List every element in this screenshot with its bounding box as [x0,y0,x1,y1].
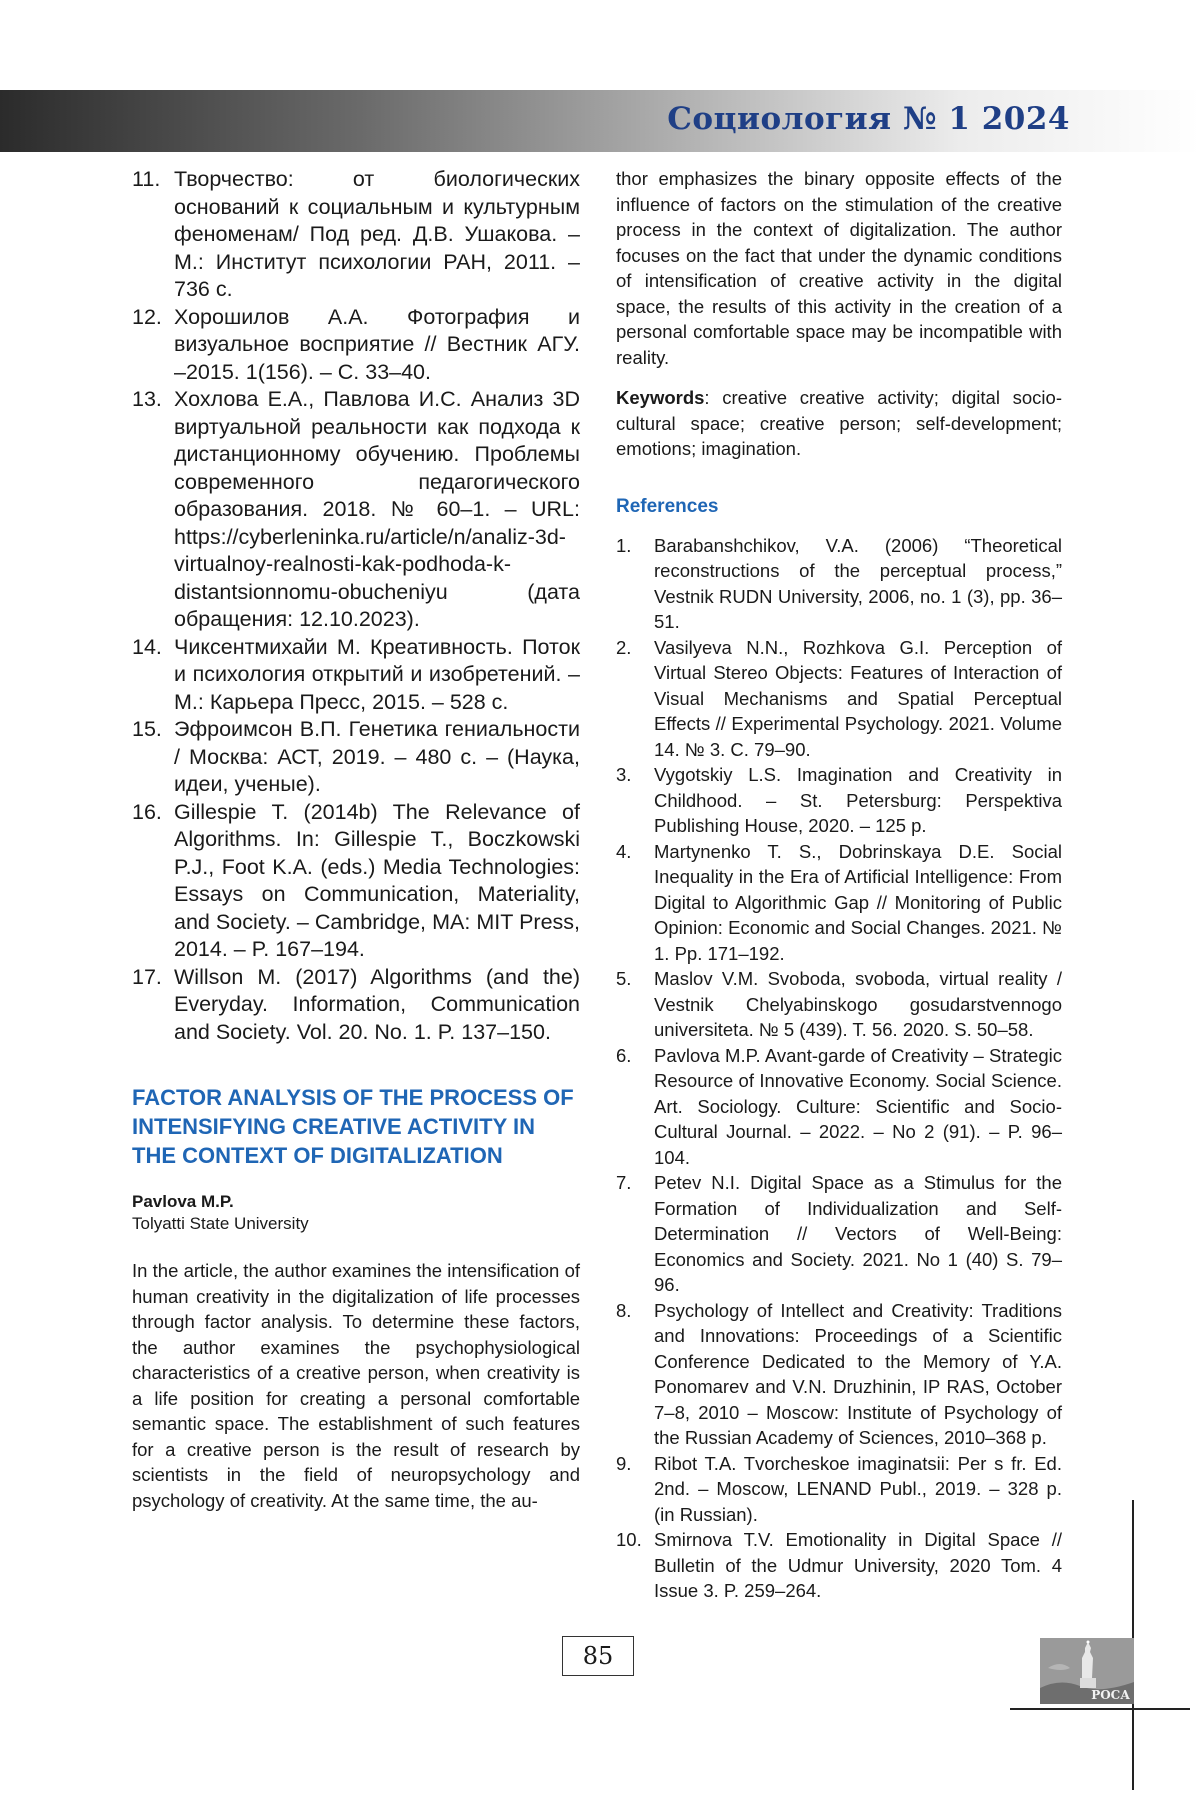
corner-rule-horizontal [1010,1708,1190,1710]
keywords-label: Keywords [616,387,704,408]
author-name: Pavlova M.P. [132,1191,580,1213]
reference-number: 17. [132,964,162,992]
reference-item [132,964,580,1047]
logo-text: РОСА [1091,1688,1130,1702]
reference-item [132,386,580,634]
reference-item [616,966,1062,1043]
reference-number: 12. [132,304,162,332]
keywords [616,385,1062,462]
reference-text: Barabanshchikov, V.A. (2006) “Theoretical reconstructions of the perceptual process,” Vestnik RUDN University, 2006, no. 1 (3), pp. 36–51. [654,533,1062,635]
reference-number: 3. [616,762,631,788]
reference-item [616,1527,1062,1604]
reference-text: Хохлова Е.А., Павлова И.С. Анализ 3D виртуальной реальности как подхода к дистанционному обучению. Проблемы современного педагогического образования. 2018. № 60–1. – URL: https://cyberleninka.ru/article/n/analiz-3d-virtualnoy-realnosti-kak-podhoda-k-distantsionnomu-obucheniyu (дата обращения: 12.10.2023). [174,386,580,634]
russian-reference-list [132,166,580,1046]
reference-text: Vygotskiy L.S. Imagination and Creativity in Childhood. – St. Petersburg: Perspektiva Publishing House, 2020. – 125 p. [654,762,1062,839]
reference-text: Petev N.I. Digital Space as a Stimulus for the Formation of Individualization and Self-Determination // Vectors of Well-Being: Economics and Society. 2021. No 1 (40) S. 79–96. [654,1170,1062,1298]
reference-number: 13. [132,386,162,414]
reference-item [616,1043,1062,1171]
reference-text: Vasilyeva N.N., Rozhkova G.I. Perception of Virtual Stereo Objects: Features of Interaction of Visual Mechanisms and Spatial Perceptual Effects // Experimental Psychology. 2021. Volume 14. № 3. C. 79–90. [654,635,1062,763]
journal-logo [1040,1638,1134,1704]
reference-text: Psychology of Intellect and Creativity: Traditions and Innovations: Proceedings of a Scientific Conference Dedicated to the Memory of Y.A. Ponomarev and V.N. Druzhinin, IP RAS, October 7–8, 2010 – Moscow: Institute of Psychology of the Russian Academy of Sciences, 2010–368 p. [654,1298,1062,1451]
reference-text: Martynenko T. S., Dobrinskaya D.E. Social Inequality in the Era of Artificial Intelligence: From Digital to Algorithmic Gap // Monitoring of Public Opinion: Economic and Social Changes. 2021. № 1. Pp. 171–192. [654,839,1062,967]
reference-item [616,635,1062,763]
right-column [616,166,1062,1604]
reference-text: Ribot T.A. Tvorcheskoe imaginatsii: Per s fr. Ed. 2nd. – Moscow, LENAND Publ., 2019. – 328 p. (in Russian). [654,1451,1062,1528]
reference-number: 15. [132,716,162,744]
left-column [132,166,580,1513]
reference-text: Maslov V.M. Svoboda, svoboda, virtual reality / Vestnik Chelyabinskogo gosudarstvennogo universiteta. № 5 (439). T. 56. 2020. S. 50–58. [654,966,1062,1043]
reference-number: 4. [616,839,631,865]
reference-text: Gillespie T. (2014b) The Relevance of Algorithms. In: Gillespie T., Boczkowski P.J., Foot K.A. (eds.) Media Technologies: Essays on Communication, Materiality, and Society. – Cambridge, MA: MIT Press, 2014. – P. 167–194. [174,799,580,964]
reference-number: 10. [616,1527,642,1553]
reference-item [132,304,580,387]
reference-item [132,799,580,964]
reference-item [132,716,580,799]
reference-text: Эфроимсон В.П. Генетика гениальности / Москва: АСТ, 2019. – 480 с. – (Наука, идеи, ученые). [174,716,580,799]
article-title: FACTOR ANALYSIS OF THE PROCESS OF INTENSIFYING CREATIVE ACTIVITY IN THE CONTEXT OF DIGITALIZATION [132,1083,580,1170]
reference-item [132,634,580,717]
reference-number: 8. [616,1298,631,1324]
reference-item [616,762,1062,839]
reference-number: 16. [132,799,162,827]
author-affiliation: Tolyatti State University [132,1213,580,1235]
reference-text: Творчество: от биологических оснований к социальным и культурным феноменам/ Под ред. Д.В. Ушакова. – М.: Институт психологии РАН, 2011. – 736 с. [174,166,580,304]
reference-number: 11. [132,166,160,194]
reference-item [132,166,580,304]
reference-number: 2. [616,635,631,661]
reference-text: Smirnova T.V. Emotionality in Digital Space // Bulletin of the Udmur University, 2020 Tom. 4 Issue 3. P. 259–264. [654,1527,1062,1604]
reference-number: 14. [132,634,162,662]
reference-number: 9. [616,1451,631,1477]
page-number: 85 [562,1636,634,1676]
reference-number: 6. [616,1043,631,1069]
reference-item [616,1170,1062,1298]
reference-number: 7. [616,1170,631,1196]
journal-title: Социология № 1 2024 [667,101,1070,137]
reference-text: Чиксентмихайи М. Креативность. Поток и психология открытий и изобретений. – М.: Карьера Пресс, 2015. – 528 с. [174,634,580,717]
english-reference-list [616,533,1062,1604]
reference-item [616,1451,1062,1528]
reference-number: 1. [616,533,631,559]
reference-number: 5. [616,966,631,992]
reference-item [616,839,1062,967]
reference-text: Pavlova M.P. Avant-garde of Creativity – Strategic Resource of Innovative Economy. Social Science. Art. Sociology. Culture: Scientific and Socio-Cultural Journal. – 2022. – No 2 (91). – P. 96–104. [654,1043,1062,1171]
reference-text: Хорошилов А.А. Фотография и визуальное восприятие // Вестник АГУ. –2015. 1(156). – С. 33–40. [174,304,580,387]
abstract-continued: thor emphasizes the binary opposite effects of the influence of factors on the stimulation of the creative process in the context of digitalization. The author focuses on the fact that under the dynamic conditions of intensification of creative activity in the digital space, the results of this activity in the creation of a personal comfortable space may be incompatible with reality. [616,166,1062,370]
reference-text: Willson M. (2017) Algorithms (and the) Everyday. Information, Communication and Society. Vol. 20. No. 1. P. 137–150. [174,964,580,1047]
reference-item [616,1298,1062,1451]
references-heading: References [616,495,1062,519]
abstract-text: In the article, the author examines the intensification of human creativity in the digitalization of life processes through factor analysis. To determine these factors, the author examines the psychophysiological characteristics of a creative person, when creativity is a life position for creating a personal comfortable semantic space. The establishment of such features for a creative person is the result of research by scientists in the field of neuropsychology and psychology of creativity. At the same time, the au- [132,1258,580,1513]
keywords-text: : creative creative activity; digital socio-cultural space; creative person; self-development; emotions; imagination. [616,387,1062,459]
reference-item [616,533,1062,635]
